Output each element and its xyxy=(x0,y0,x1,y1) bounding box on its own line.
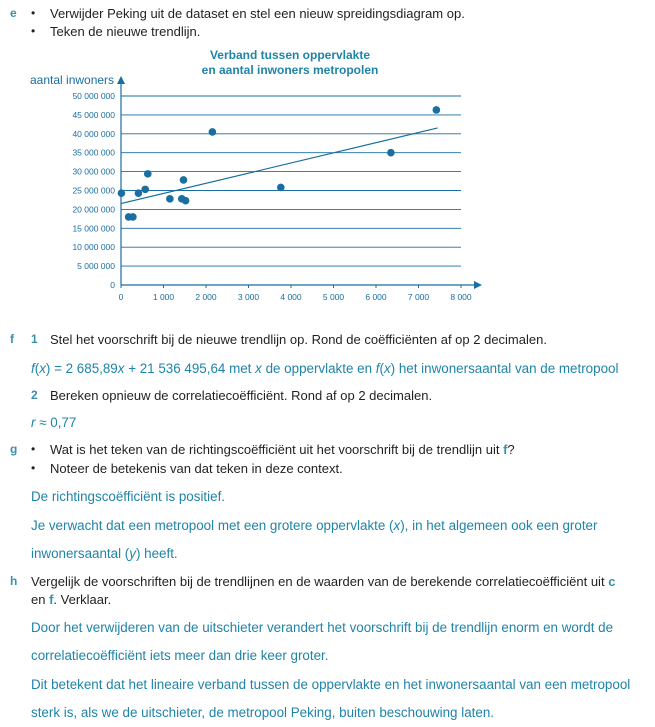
y-tick-label: 35 000 000 xyxy=(72,147,115,158)
trendline xyxy=(121,128,438,204)
formula-part: de oppervlakte en xyxy=(261,361,376,376)
y-tick-label: 5 000 000 xyxy=(77,261,115,272)
y-tick-label: 15 000 000 xyxy=(72,223,115,234)
formula-part: ) = 2 685,89 xyxy=(45,361,118,376)
answer-h-line2: correlatiecoëfficiënt iets meer dan drie keer groter. xyxy=(31,648,329,663)
instruction-e-line1: Verwijder Peking uit de dataset en stel een nieuw spreidingsdiagram op. xyxy=(50,6,465,21)
x-tick-label: 0 xyxy=(118,292,124,302)
data-point xyxy=(209,128,217,136)
instruction-e-line2: Teken de nieuwe trendlijn. xyxy=(50,24,201,39)
text-part: en xyxy=(31,592,50,607)
question-f1-text: Stel het voorschrift bij de nieuwe trendlijn op. Rond de coëfficiënten af op 2 decimalen. xyxy=(50,332,547,347)
bullet-icon: • xyxy=(31,24,36,38)
data-point xyxy=(277,184,285,192)
correlation-r: r xyxy=(31,415,36,430)
text-part: Wat is het teken van de richtingscoëfficiënt uit het voorschrift bij de trendlijn uit xyxy=(50,442,504,457)
question-g-line1 xyxy=(50,442,515,458)
y-tick-label: 0 xyxy=(110,280,115,290)
x-tick-label: 3 000 xyxy=(237,292,260,302)
var-x: x xyxy=(393,518,401,533)
reference-c: c xyxy=(608,574,616,589)
grid-lines xyxy=(121,96,461,266)
text-part: inwonersaantal ( xyxy=(31,546,130,561)
x-tick-label: 2 000 xyxy=(195,292,217,302)
y-axis-label: aantal inwoners xyxy=(30,73,115,87)
answer-g-line3 xyxy=(31,545,178,562)
bullet-icon: • xyxy=(31,461,36,475)
section-letter-g: g xyxy=(10,442,18,456)
formula-x: x xyxy=(255,361,262,376)
x-tick-label: 1 000 xyxy=(152,292,175,302)
answer-g-line1: De richtingscoëfficiënt is positief. xyxy=(31,489,226,504)
answer-f2-correlation xyxy=(31,414,76,431)
question-f2-text: Bereken opnieuw de correlatiecoëfficiënt. Rond af op 2 decimalen. xyxy=(50,388,433,403)
data-point xyxy=(118,189,126,197)
data-point xyxy=(141,186,149,194)
answer-g-line2 xyxy=(31,517,597,534)
data-point xyxy=(166,195,174,203)
answer-h-line1: Door het verwijderen van de uitschieter verandert het voorschrift bij de trendlijn enorm en wordt de xyxy=(31,620,614,635)
x-axis-arrow xyxy=(474,281,482,289)
data-point xyxy=(180,176,188,184)
x-tick-label: 8 000 xyxy=(450,292,472,302)
reference-f: f xyxy=(49,592,54,607)
y-tick-label: 25 000 000 xyxy=(72,185,115,196)
axes xyxy=(117,76,482,289)
section-letter-h: h xyxy=(10,574,18,588)
scatter-chart xyxy=(0,0,655,330)
x-tick-label: 4 000 xyxy=(280,292,302,302)
question-g-line2: Noteer de betekenis van dat teken in deze context. xyxy=(50,461,343,476)
y-tick-label: 45 000 000 xyxy=(72,109,115,120)
y-tick-label: 20 000 000 xyxy=(72,204,115,215)
question-h-line1 xyxy=(31,574,615,590)
y-tick-label: 10 000 000 xyxy=(72,242,115,253)
data-points xyxy=(118,106,441,221)
formula-f: f xyxy=(31,361,35,376)
chart-title-line2: en aantal inwoners metropolen xyxy=(201,63,379,77)
section-letter-f: f xyxy=(10,332,14,346)
y-tick-labels xyxy=(72,91,115,290)
text-part: Vergelijk de voorschriften bij de trendlijnen en de waarden van de berekende correlatiecoëfficiënt uit xyxy=(31,574,609,589)
x-tick-label: 6 000 xyxy=(365,292,387,302)
text-part: ), in het algemeen ook een groter xyxy=(400,518,598,533)
x-tick-label: 5 000 xyxy=(322,292,345,302)
y-tick-label: 50 000 000 xyxy=(72,91,115,101)
text-part: ) heeft. xyxy=(135,546,178,561)
data-point xyxy=(433,106,441,114)
y-tick-label: 40 000 000 xyxy=(72,128,115,139)
x-tick-label: 7 000 xyxy=(407,292,430,302)
data-point xyxy=(144,170,152,178)
formula-part: + 21 536 495,64 met xyxy=(124,361,256,376)
question-h-line2 xyxy=(31,592,111,608)
section-letter-e: e xyxy=(10,6,17,20)
question-number-2: 2 xyxy=(31,388,38,402)
question-number-1: 1 xyxy=(31,332,38,346)
answer-h-line3: Dit betekent dat het lineaire verband tussen de oppervlakte en het inwonersaantal van een metropool xyxy=(31,677,631,692)
text-part: Je verwacht dat een metropool met een grotere oppervlakte ( xyxy=(31,518,394,533)
answer-h-line4: sterk is, als we de uitschieter, de metropool Peking, buiten beschouwing laten. xyxy=(31,705,494,720)
formula-x: x xyxy=(117,361,125,376)
reference-f: f xyxy=(503,442,508,457)
text-part: ? xyxy=(507,442,515,457)
formula-x: x xyxy=(39,361,46,376)
chart-title-line1: Verband tussen oppervlakte xyxy=(209,48,371,62)
bullet-icon: • xyxy=(31,442,36,456)
data-point xyxy=(387,149,395,157)
var-y: y xyxy=(129,546,136,561)
text-part: . Verklaar. xyxy=(53,592,112,607)
formula-x: x xyxy=(383,361,391,376)
data-point xyxy=(182,197,190,205)
data-point xyxy=(129,213,137,221)
data-point xyxy=(135,189,143,197)
bullet-icon: • xyxy=(31,6,36,20)
x-tick-labels xyxy=(119,292,472,302)
y-axis-arrow xyxy=(117,76,125,84)
correlation-value: ≈ 0,77 xyxy=(35,415,77,430)
y-tick-label: 30 000 000 xyxy=(72,166,115,177)
formula-part: ) het inwonersaantal van de metropool xyxy=(390,361,619,376)
trendline-line xyxy=(121,128,438,204)
formula-f: f xyxy=(375,361,380,376)
answer-f1-formula: f(x) = 2 685,89x + 21 536 495,64 met x de oppervlakte en f(x) het inwonersaantal van de metropool xyxy=(31,361,619,376)
